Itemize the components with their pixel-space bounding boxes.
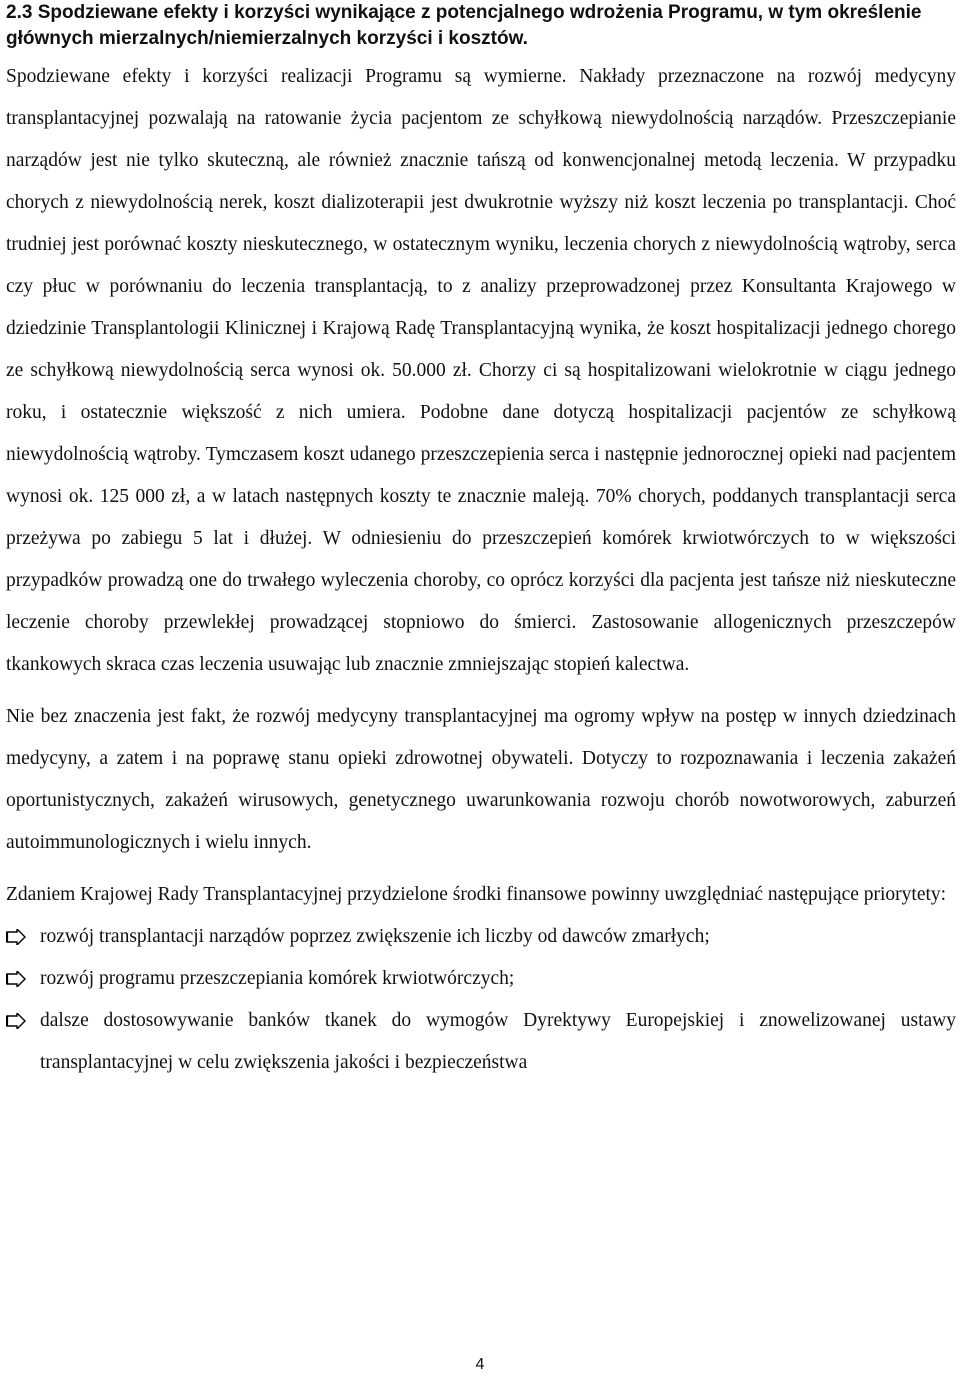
document-page <box>6 0 956 1084</box>
paragraph-progress: Nie bez znaczenia jest fakt, że rozwój medycyny transplantacyjnej ma ogromy wpływ na postęp w innych dziedzinach medycyny, a zatem i na poprawę stanu opieki zdrowotnej obywateli. Dotyczy to rozpoznawania i leczenia zakażeń oportunistycznych, zakażeń wirusowych, genetycznego uwarunkowania rozwoju chorób nowotworowych, zaburzeń autoimmunologicznych i wielu innych. <box>6 706 956 853</box>
priority-text: rozwój transplantacji narządów poprzez zwiększenie ich liczby od dawców zmarłych; <box>40 926 710 947</box>
paragraph-priorities-intro: Zdaniem Krajowej Rady Transplantacyjnej przydzielone środki finansowe powinny uwzględniać następujące priorytety: <box>6 884 947 905</box>
arrow-bullet-icon <box>6 929 26 945</box>
section-heading: 2.3 Spodziewane efekty i korzyści wynikające z potencjalnego wdrożenia Programu, w tym określenie głównych mierzalnych/niemierzalnych korzyści i kosztów. <box>6 2 922 49</box>
page-number: 4 <box>475 1356 485 1373</box>
paragraph-effects: Spodziewane efekty i korzyści realizacji Programu są wymierne. Nakłady przeznaczone na rozwój medycyny transplantacyjnej pozwalają na ratowanie życia pacjentom ze schyłkową niewydolnością narządów. Przeszczepianie narządów jest nie tylko skuteczną, ale również znacznie tańszą od konwencjonalnej metodą leczenia. W przypadku chorych z niewydolnością nerek, koszt dializoterapii jest dwukrotnie wyższy niż koszt leczenia po transplantacji. Choć trudniej jest porównać koszty nieskutecznego, w ostatecznym wyniku, leczenia chorych z niewydolnością wątroby, serca czy płuc w porównaniu do leczenia transplantacją, to z analizy przeprowadzonej przez Konsultanta Krajowego w dziedzinie Transplantologii Klinicznej i Krajową Radę Transplantacyjną wynika, że koszt hospitalizacji jednego chorego ze schyłkową niewydolnością serca wynosi ok. 50.000 zł. Chorzy ci są hospitalizowani wielokrotnie w ciągu jednego roku, i ostatecznie większość z nich umiera. Podobne dane dotyczą hospitalizacji pacjentów ze schyłkową niewydolnością wątroby. Tymczasem koszt udanego przeszczepienia serca i następnie jednorocznej opieki nad pacjentem wynosi ok. 125 000 zł, a w latach następnych koszty te znacznie maleją. 70% chorych, poddanych transplantacji serca przeżywa po zabiegu 5 lat i dłużej. W odniesieniu do przeszczepień komórek krwiotwórczych to w większości przypadków prowadzą one do trwałego wyleczenia choroby, co oprócz korzyści dla pacjenta jest tańsze niż nieskuteczne leczenie choroby przewlekłej prowadzącej stopniowo do śmierci. Zastosowanie allogenicznych przeszczepów tkankowych skraca czas leczenia usuwając lub znacznie zmniejszając stopień kalectwa. <box>6 66 956 675</box>
list-item <box>6 916 956 958</box>
list-item <box>6 958 956 1000</box>
arrow-bullet-icon <box>6 971 26 987</box>
arrow-bullet-icon <box>6 1013 26 1029</box>
priority-text: rozwój programu przeszczepiania komórek krwiotwórczych; <box>40 968 515 989</box>
list-item <box>6 1000 956 1084</box>
priorities-list <box>6 916 956 1084</box>
priority-text: dalsze dostosowywanie banków tkanek do wymogów Dyrektywy Europejskiej i znowelizowanej ustawy transplantacyjnej w celu zwiększenia jakości i bezpieczeństwa <box>40 1010 956 1073</box>
